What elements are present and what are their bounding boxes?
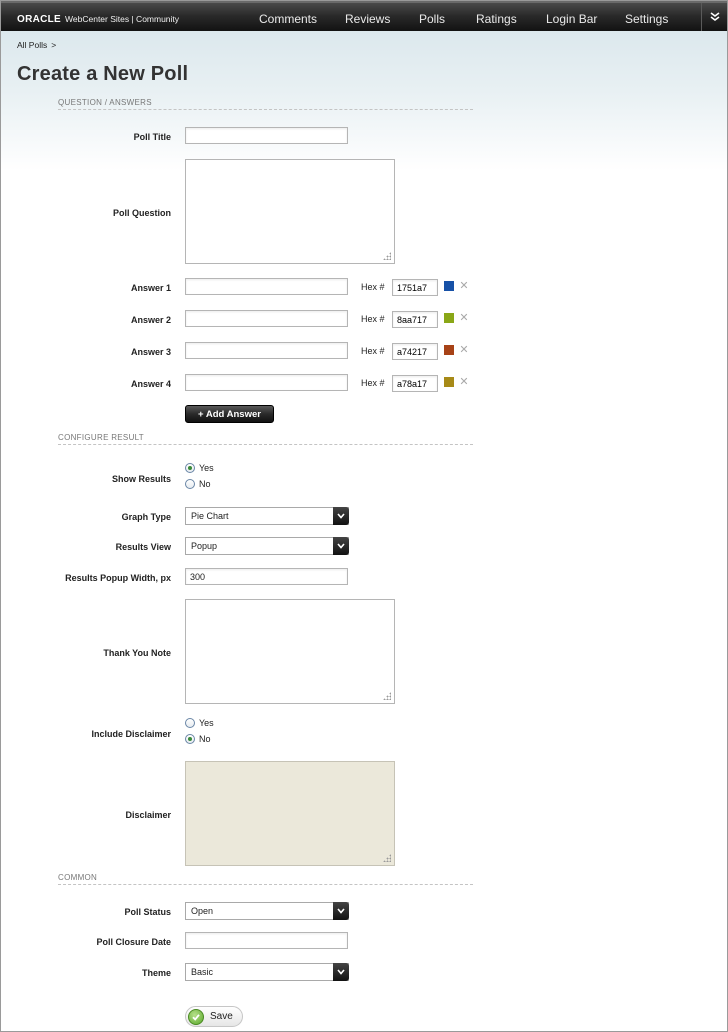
thank-you-note-label: Thank You Note — [103, 648, 171, 658]
breadcrumb — [17, 40, 56, 50]
answer-1-remove-icon[interactable]: ✕ — [459, 279, 469, 292]
add-answer-button[interactable]: + Add Answer — [185, 405, 274, 423]
show-results-no[interactable] — [185, 479, 211, 489]
answer-3-hex-input[interactable] — [392, 343, 438, 360]
answer-4-color-swatch[interactable] — [444, 377, 454, 387]
dropdown-arrow-icon[interactable] — [333, 963, 349, 981]
theme-value: Basic — [191, 967, 214, 977]
disclaimer-textarea — [185, 761, 395, 866]
thank-you-note-textarea[interactable] — [185, 599, 395, 704]
answer-4-remove-icon[interactable]: ✕ — [459, 375, 469, 388]
menu-toggle-button[interactable] — [701, 3, 727, 31]
answer-4-input[interactable] — [185, 374, 348, 391]
include-disclaimer-yes[interactable] — [185, 718, 214, 728]
answer-1-label: Answer 1 — [130, 283, 171, 293]
nav-reviews[interactable]: Reviews — [345, 12, 391, 26]
radio-unchecked-icon[interactable] — [185, 718, 195, 728]
answer-2-input[interactable] — [185, 310, 348, 327]
show-results-yes[interactable] — [185, 463, 214, 473]
show-results-label: Show Results — [111, 474, 171, 484]
nav-ratings[interactable]: Ratings — [476, 12, 517, 26]
show-results-yes-label: Yes — [199, 463, 214, 473]
dropdown-arrow-icon[interactable] — [333, 902, 349, 920]
results-view-select[interactable] — [185, 537, 349, 555]
top-nav-bar — [1, 1, 727, 31]
theme-select[interactable] — [185, 963, 349, 981]
section-common: COMMON — [58, 873, 473, 885]
show-results-no-label: No — [199, 479, 211, 489]
results-view-label: Results View — [115, 542, 171, 552]
poll-status-select[interactable] — [185, 902, 349, 920]
answer-1-hex-label: Hex # — [361, 282, 385, 292]
answer-2-hex-label: Hex # — [361, 314, 385, 324]
section-question-answers: QUESTION / ANSWERS — [58, 98, 473, 110]
poll-question-textarea[interactable] — [185, 159, 395, 264]
graph-type-label: Graph Type — [121, 512, 171, 522]
popup-width-label: Results Popup Width, px — [65, 573, 171, 583]
save-label: Save — [210, 1011, 233, 1022]
page-title: Create a New Poll — [17, 63, 189, 85]
answer-1-color-swatch[interactable] — [444, 281, 454, 291]
answer-3-label: Answer 3 — [130, 347, 171, 357]
answer-2-label: Answer 2 — [130, 315, 171, 325]
product-name: WebCenter Sites | Community — [65, 14, 180, 24]
theme-label: Theme — [141, 968, 171, 978]
poll-closure-date-label: Poll Closure Date — [96, 937, 171, 947]
radio-checked-icon[interactable] — [185, 734, 195, 744]
poll-title-input[interactable] — [185, 127, 348, 144]
nav-comments[interactable]: Comments — [259, 12, 318, 26]
save-button[interactable] — [185, 1006, 243, 1027]
popup-width-input[interactable] — [185, 568, 348, 585]
section-configure-result: CONFIGURE RESULT — [58, 433, 473, 445]
resize-grip-icon[interactable] — [383, 692, 391, 700]
graph-type-value: Pie Chart — [191, 511, 229, 521]
resize-grip-icon — [383, 854, 391, 862]
poll-status-label: Poll Status — [124, 907, 171, 917]
poll-status-value: Open — [191, 906, 214, 916]
answer-3-remove-icon[interactable]: ✕ — [459, 343, 469, 356]
poll-closure-date-input[interactable] — [185, 932, 348, 949]
include-disclaimer-no[interactable] — [185, 734, 211, 744]
nav-login-bar[interactable]: Login Bar — [546, 12, 598, 26]
answer-4-hex-label: Hex # — [361, 378, 385, 388]
answer-2-remove-icon[interactable]: ✕ — [459, 311, 469, 324]
include-disclaimer-no-label: No — [199, 734, 211, 744]
poll-question-label: Poll Question — [112, 208, 171, 218]
answer-1-hex-input[interactable] — [392, 279, 438, 296]
dropdown-arrow-icon[interactable] — [333, 507, 349, 525]
answer-2-hex-input[interactable] — [392, 311, 438, 328]
include-disclaimer-yes-label: Yes — [199, 718, 214, 728]
checkmark-icon — [188, 1009, 204, 1025]
answer-2-color-swatch[interactable] — [444, 313, 454, 323]
radio-checked-icon[interactable] — [185, 463, 195, 473]
poll-title-label: Poll Title — [133, 132, 171, 142]
include-disclaimer-label: Include Disclaimer — [91, 729, 171, 739]
chevron-down-icon — [710, 12, 720, 22]
nav-settings[interactable]: Settings — [625, 12, 669, 26]
nav-polls[interactable]: Polls — [419, 12, 446, 26]
answer-3-hex-label: Hex # — [361, 346, 385, 356]
graph-type-select[interactable] — [185, 507, 349, 525]
breadcrumb-separator: > — [51, 40, 57, 50]
results-view-value: Popup — [191, 541, 218, 551]
answer-3-color-swatch[interactable] — [444, 345, 454, 355]
answer-4-label: Answer 4 — [130, 379, 171, 389]
dropdown-arrow-icon[interactable] — [333, 537, 349, 555]
answer-4-hex-input[interactable] — [392, 375, 438, 392]
breadcrumb-all-polls[interactable]: All Polls — [17, 40, 48, 50]
answer-3-input[interactable] — [185, 342, 348, 359]
resize-grip-icon[interactable] — [383, 252, 391, 260]
disclaimer-label: Disclaimer — [125, 810, 171, 820]
oracle-logo: ORACLE — [17, 13, 62, 25]
radio-unchecked-icon[interactable] — [185, 479, 195, 489]
brand-logo — [17, 12, 179, 26]
answer-1-input[interactable] — [185, 278, 348, 295]
